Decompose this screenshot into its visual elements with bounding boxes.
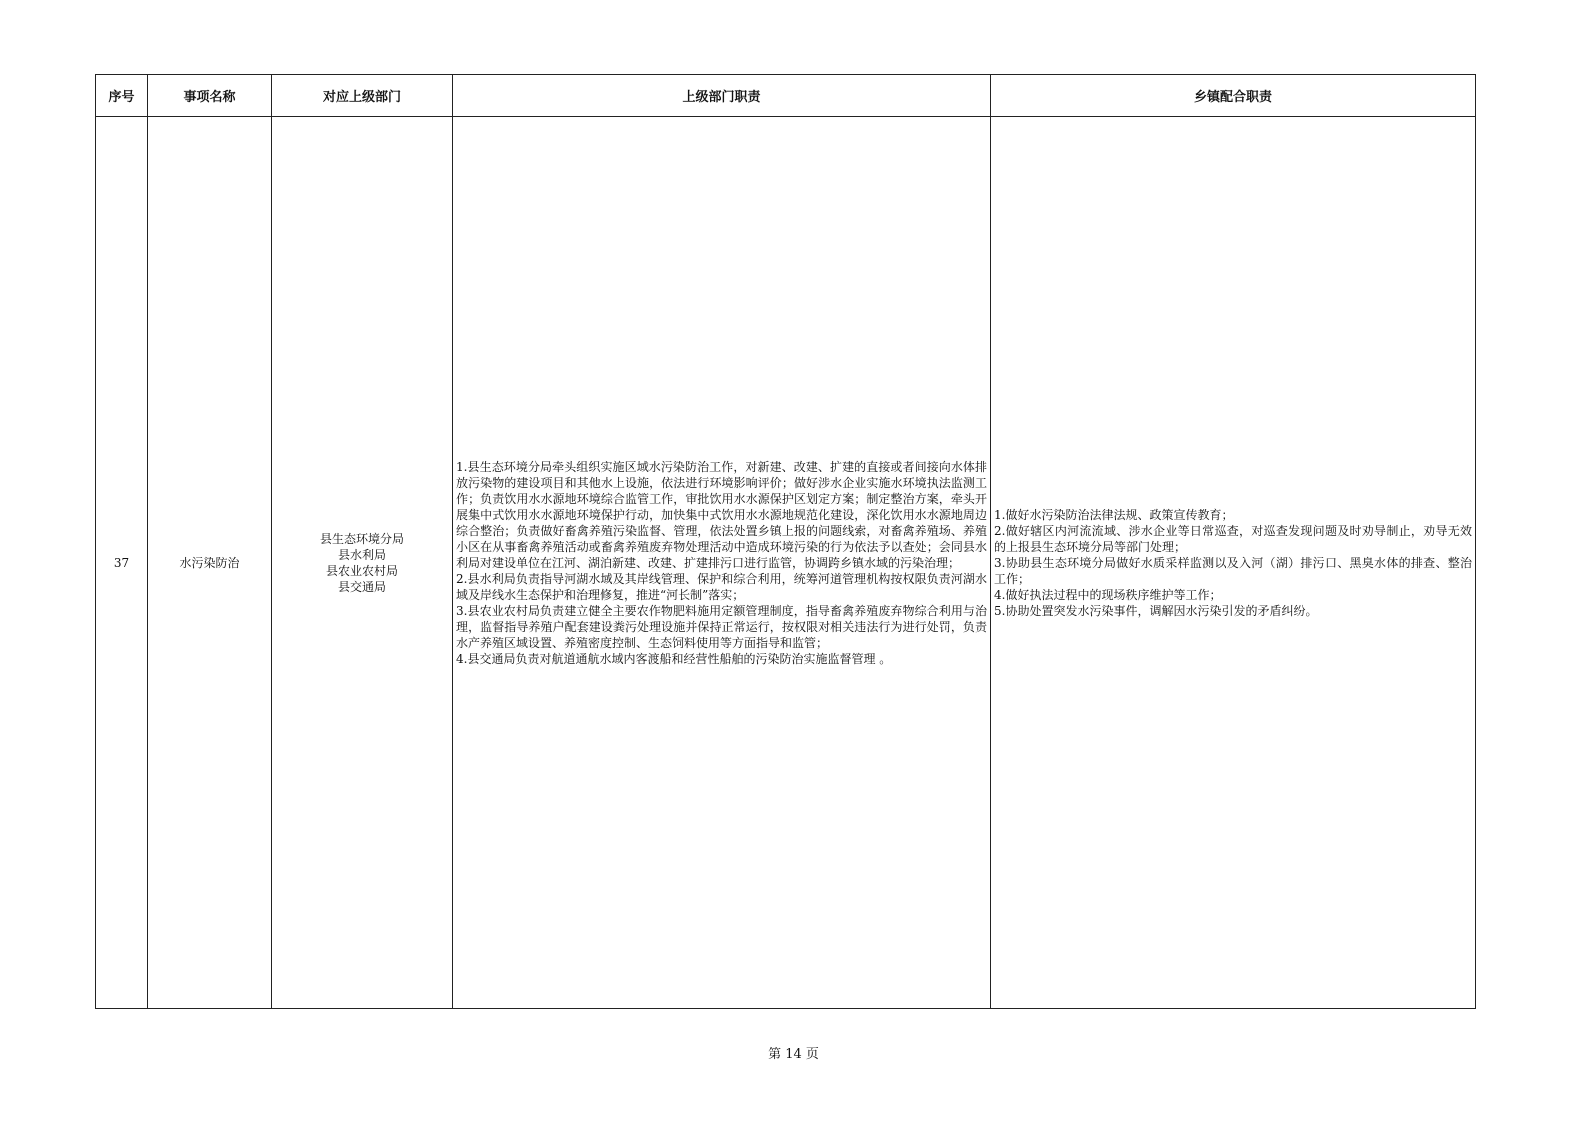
table-row	[96, 117, 1476, 1009]
dept-name: 县水利局	[337, 547, 386, 562]
town-duty-item: 1.做好水污染防治法律法规、政策宣传教育；	[994, 507, 1234, 522]
dept-name: 县生态环境分局	[319, 531, 404, 546]
header-item-name: 事项名称	[148, 75, 272, 117]
header-upper-duty: 上级部门职责	[453, 75, 991, 117]
town-duty-item: 3.协助县生态环境分局做好水质采样监测以及入河（湖）排污口、黑臭水体的排查、整治工作；	[994, 555, 1472, 586]
cell-upper-duties	[453, 117, 991, 1009]
responsibility-table	[95, 74, 1476, 1009]
header-upper-dept: 对应上级部门	[272, 75, 453, 117]
header-town-duty: 乡镇配合职责	[991, 75, 1476, 117]
page-number: 第 14 页	[768, 1047, 819, 1062]
town-duty-item: 4.做好执法过程中的现场秩序维护等工作；	[994, 587, 1222, 602]
cell-town-duties	[991, 117, 1476, 1009]
dept-name: 县农业农村局	[325, 563, 398, 578]
town-duty-item: 2.做好辖区内河流流域、涉水企业等日常巡查，对巡查发现问题及时劝导制止，劝导无效的上报县生态环境分局等部门处理；	[994, 523, 1472, 554]
upper-duty-item: 2.县水利局负责指导河湖水域及其岸线管理、保护和综合利用，统筹河道管理机构按权限负责河湖水域及岸线水生态保护和治理修复，推进“河长制”落实；	[456, 571, 987, 602]
town-duty-item: 5.协助处置突发水污染事件，调解因水污染引发的矛盾纠纷。	[994, 603, 1318, 618]
cell-item-name: 水污染防治	[148, 117, 272, 1009]
dept-name: 县交通局	[337, 579, 386, 594]
town-duty-list	[991, 507, 1475, 619]
upper-duty-item: 1.县生态环境分局牵头组织实施区域水污染防治工作，对新建、改建、扩建的直接或者间接向水体排放污染物的建设项目和其他水上设施，依法进行环境影响评价；做好涉水企业实施水环境执法监测工作；负责饮用水水源地环境综合监管工作，审批饮用水水源保护区划定方案；制定整治方案，牵头开展集中式饮用水水源地环境保护行动，加快集中式饮用水水源地规范化建设，深化饮用水水源地周边综合整治；负责做好畜禽养殖污染监督、管理，依法处置乡镇上报的问题线索，对畜禽养殖场、养殖小区在从事畜禽养殖活动或畜禽养殖废弃物处理活动中造成环境污染的行为依法予以查处；会同县水利局对建设单位在江河、湖泊新建、改建、扩建排污口进行监管，协调跨乡镇水域的污染治理；	[456, 459, 987, 570]
cell-seq: 37	[96, 117, 148, 1009]
upper-duty-item: 4.县交通局负责对航道通航水域内客渡船和经营性船舶的污染防治实施监督管理 。	[456, 651, 892, 666]
table-header-row	[96, 75, 1476, 117]
upper-duty-list	[453, 459, 990, 667]
upper-duty-item: 3.县农业农村局负责建立健全主要农作物肥料施用定额管理制度，指导畜禽养殖废弃物综合利用与治理，监督指导养殖户配套建设粪污处理设施并保持正常运行，按权限对相关违法行为进行处罚，负责水产养殖区域设置、养殖密度控制、生态饲料使用等方面指导和监管；	[456, 603, 987, 650]
header-seq: 序号	[96, 75, 148, 117]
cell-upper-depts	[272, 117, 453, 1009]
responsibility-table-container	[95, 74, 1475, 1009]
